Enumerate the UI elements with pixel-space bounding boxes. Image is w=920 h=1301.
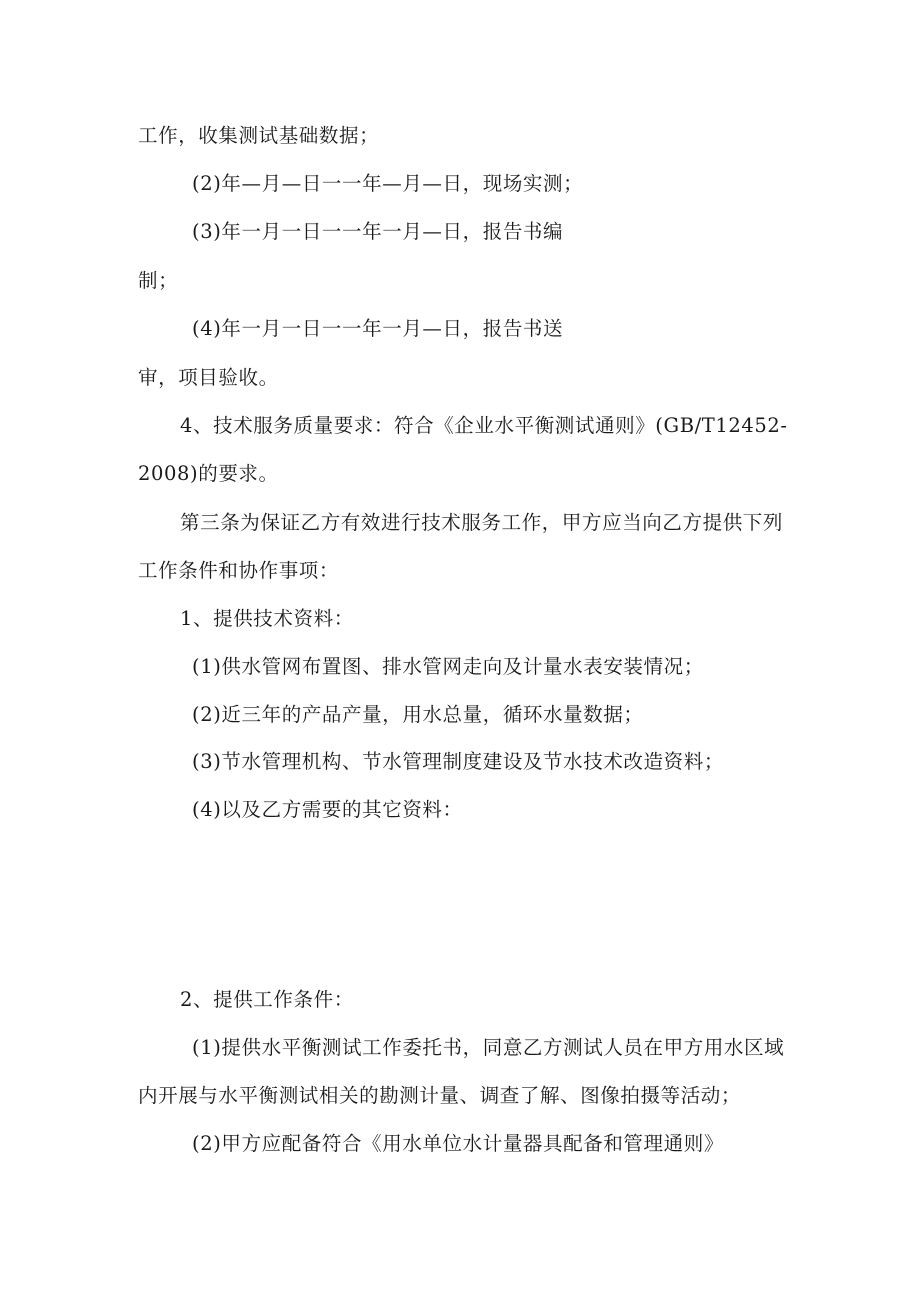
paragraph-line: 2008)的要求。 [138, 462, 279, 485]
paragraph-line: (2)年—月—日一一年—月—日，现场实测； [192, 172, 584, 195]
paragraph-line: (1)提供水平衡测试工作委托书，同意乙方测试人员在甲方用水区域 [192, 1036, 785, 1059]
paragraph-line: 2、提供工作条件： [180, 988, 354, 1011]
paragraph-line: 内开展与水平衡测试相关的勘测计量、调查了解、图像拍摄等活动； [138, 1084, 742, 1107]
paragraph-line: 4、技术服务质量要求：符合《企业水平衡测试通则》(GB/T12452- [180, 414, 788, 437]
paragraph-line: (4)年一月一日一一年一月—日，报告书送 [192, 317, 564, 340]
paragraph-line: 第三条为保证乙方有效进行技术服务工作，甲方应当向乙方提供下列 [180, 511, 784, 534]
paragraph-line: 制； [138, 269, 179, 292]
paragraph-line: (2)甲方应配备符合《用水单位水计量器具配备和管理通则》 [192, 1132, 724, 1155]
paragraph-line: (4)以及乙方需要的其它资料： [192, 798, 463, 821]
paragraph-line: (3)年一月一日一一年一月—日，报告书编 [192, 220, 564, 243]
paragraph-line: 工作，收集测试基础数据； [138, 124, 380, 147]
paragraph-line: 工作条件和协作事项： [138, 559, 340, 582]
paragraph-line: (1)供水管网布置图、排水管网走向及计量水表安装情况； [192, 655, 704, 678]
paragraph-line: 1、提供技术资料： [180, 607, 354, 630]
paragraph-line: 审，项目验收。 [138, 366, 279, 389]
paragraph-line: (3)节水管理机构、节水管理制度建设及节水技术改造资料； [192, 750, 724, 773]
paragraph-line: (2)近三年的产品产量，用水总量，循环水量数据； [192, 703, 644, 726]
